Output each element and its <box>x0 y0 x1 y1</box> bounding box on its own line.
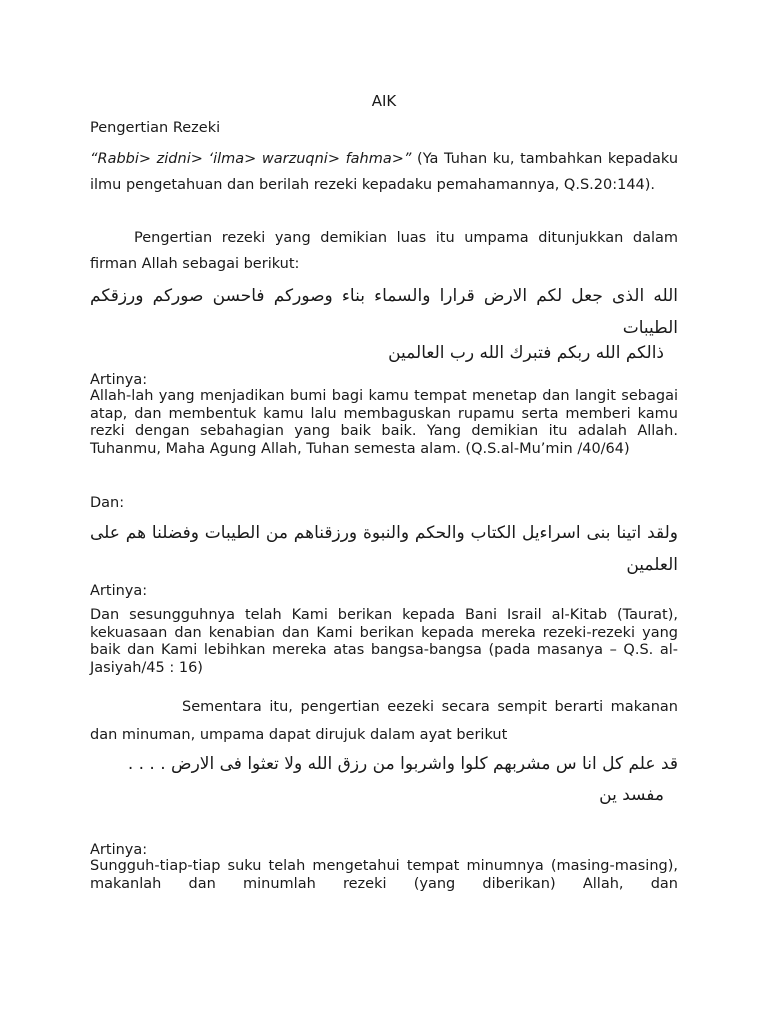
artinya-label-2: Artinya: <box>90 583 148 599</box>
translation-paragraph-3: Sungguh-tiap-tiap suku telah mengetahui tempat minumnya (masing-masing), makanlah dan minumlah rezeki (yang diberikan) Allah, dan <box>90 858 678 892</box>
arabic-verse-3: ولقد اتينا بنى اسراءيل الكتاب والحكم والنبوة ورزقناهم من الطيبات وفضلنا هم على العلمين <box>90 523 678 575</box>
quote-translation: (Ya Tuhan ku, tambahkan kepadaku ilmu pengetahuan dan berilah rezeki kepadaku pemahamannya, Q.S.20:144). <box>90 151 679 193</box>
document-title: AIK <box>371 92 397 110</box>
quote-paragraph <box>90 146 678 198</box>
translation-paragraph-2: Dan sesungguhnya telah Kami berikan kepada Bani Israil al-Kitab (Taurat), kekuasaan dan kenabian dan Kami berikan kepada mereka rezeki-rezeki yang baik dan Kami lebihkan mereka atas bangsa-bangsa (pada masanya – Q.S. al-Jasiyah/45 : 16) <box>90 607 678 676</box>
artinya-label-1: Artinya: <box>90 372 148 388</box>
arabic-verse-2: ذالكم الله ربكم فتبرك الله رب العالمين <box>388 343 664 363</box>
narrow-meaning-paragraph: Sementara itu, pengertian eezeki secara sempit berarti makanan dan minuman, umpama dapat dirujuk dalam ayat berikut <box>90 699 678 743</box>
arabic-verse-1: الله الذى جعل لكم الارض قرارا والسماء بناء وصوركم فاحسن صوركم ورزقكم الطيبات <box>90 286 678 338</box>
quote-latin: “Rabbi> zidni> ‘ilma> warzuqni> fahma>” <box>90 151 412 167</box>
arabic-verse-4: قد علم كل انا س مشربهم كلوا واشربوا من رزق الله ولا تعثوا فى الارض . . . . <box>127 754 678 774</box>
translation-paragraph-1: Allah-lah yang menjadikan bumi bagi kamu tempat menetap dan langit sebagai atap, dan membentuk kamu lalu membaguskan rupamu serta memberi kamu rezki dengan sebahagian yang baik baik. Yang demikian itu adalah Allah. Tuhanmu, Maha Agung Allah, Tuhan semesta alam. (Q.S.al-Mu’min /40/64) <box>90 388 678 457</box>
arabic-verse-4-end: مفسد ين <box>599 785 664 805</box>
intro-paragraph: Pengertian rezeki yang demikian luas itu umpama ditunjukkan dalam firman Allah sebagai berikut: <box>90 230 678 272</box>
section-heading: Pengertian Rezeki <box>90 120 221 136</box>
artinya-label-3: Artinya: <box>90 842 148 858</box>
dan-label: Dan: <box>90 495 125 511</box>
